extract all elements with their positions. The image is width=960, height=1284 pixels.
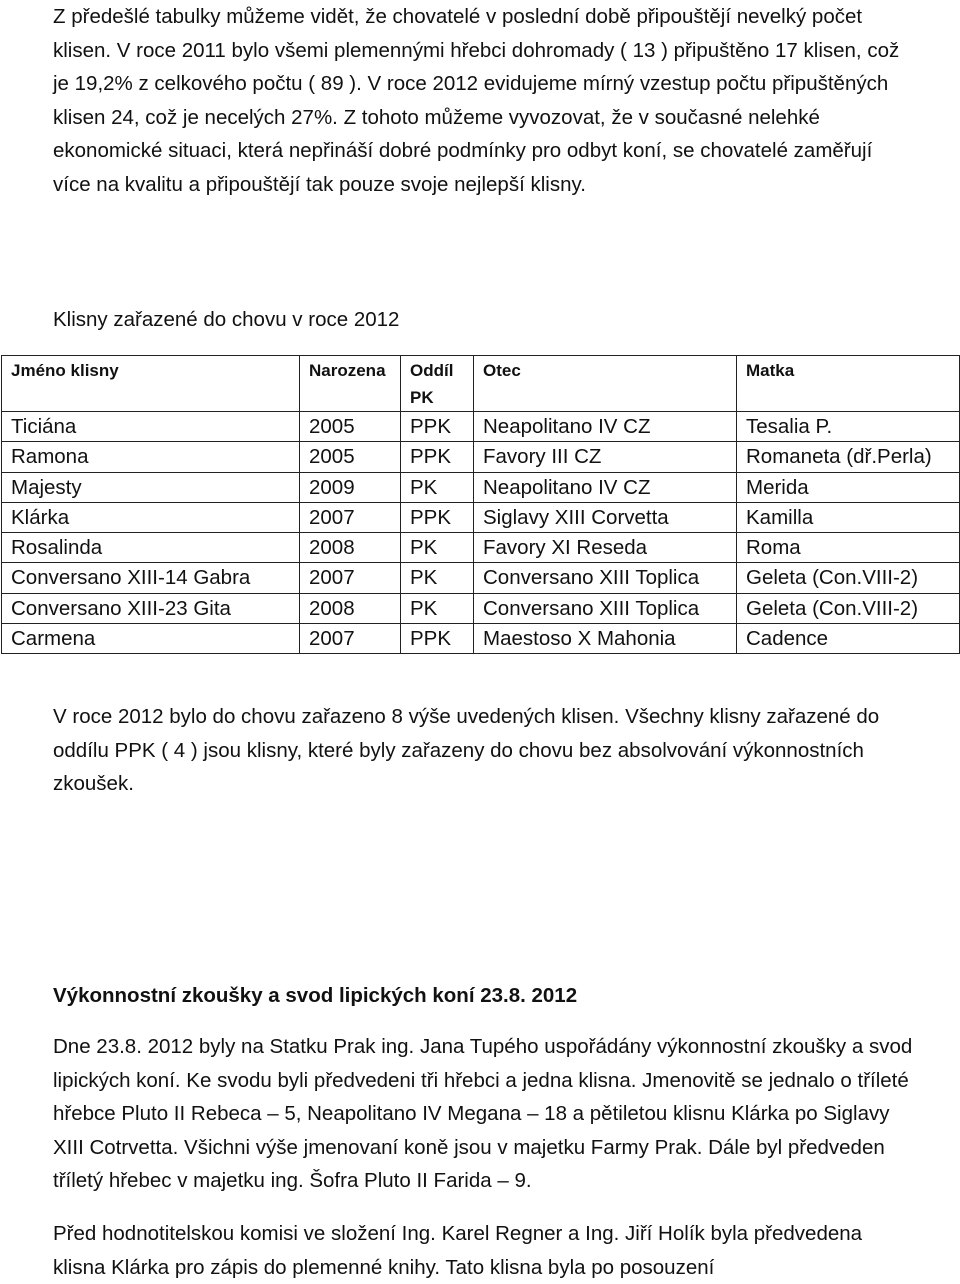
cell-name: Ticiána: [2, 412, 300, 442]
summary-paragraph: V roce 2012 bylo do chovu zařazeno 8 výše uvedených klisen. Všechny klisny zařazené do oddílu PPK ( 4 ) jsou klisny, které byly zařazeny do chovu bez absolvování výkonnostních zkoušek.: [53, 705, 880, 795]
cell-section: PK: [401, 533, 474, 563]
cell-dam: Geleta (Con.VIII-2): [737, 563, 960, 593]
cell-born: 2005: [300, 442, 401, 472]
cell-sire: Maestoso X Mahonia: [474, 624, 737, 654]
cell-born: 2007: [300, 563, 401, 593]
cell-name: Carmena: [2, 624, 300, 654]
mares-table: [1, 355, 960, 654]
table-row: [2, 624, 960, 654]
cell-section: PK: [401, 593, 474, 623]
cell-sire: Siglavy XIII Corvetta: [474, 502, 737, 532]
cell-dam: Roma: [737, 533, 960, 563]
cell-dam: Merida: [737, 472, 960, 502]
table-row: [2, 412, 960, 442]
cell-section: PPK: [401, 442, 474, 472]
cell-born: 2005: [300, 412, 401, 442]
cell-dam: Cadence: [737, 624, 960, 654]
cell-name: Conversano XIII-23 Gita: [2, 593, 300, 623]
cell-name: Majesty: [2, 472, 300, 502]
intro-paragraph: Z předešlé tabulky můžeme vidět, že chovatelé v poslední době připouštějí nevelký počet klisen. V roce 2011 bylo všemi plemennými hřebci dohromady ( 13 ) připuštěno 17 klisen, což je 19,2% z celkového počtu ( 89 ). V roce 2012 evidujeme mírný vzestup počtu připuštěných klisen 24, což je necelých 27%. Z tohoto můžeme vyvozovat, že v současné nelehké ekonomické situaci, která nepřináší dobré podmínky pro odbyt koní, se chovatelé zaměřují více na kvalitu a připouštějí tak pouze svoje nejlepší klisny.: [53, 5, 900, 196]
cell-sire: Favory III CZ: [474, 442, 737, 472]
table-row: [2, 442, 960, 472]
commission-paragraph: Před hodnotitelskou komisi ve složení Ing. Karel Regner a Ing. Jiří Holík byla předvedena klisna Klárka pro zápis do plemenné knihy. Tato klisna byla po posouzení: [53, 1222, 863, 1279]
cell-name: Ramona: [2, 442, 300, 472]
header-born: Narozena: [300, 356, 401, 412]
header-name: Jméno klisny: [2, 356, 300, 412]
cell-section: PPK: [401, 624, 474, 654]
cell-born: 2007: [300, 502, 401, 532]
header-dam: Matka: [737, 356, 960, 412]
cell-dam: Tesalia P.: [737, 412, 960, 442]
table-row: [2, 563, 960, 593]
cell-section: PPK: [401, 412, 474, 442]
cell-born: 2008: [300, 533, 401, 563]
cell-sire: Neapolitano IV CZ: [474, 412, 737, 442]
cell-born: 2007: [300, 624, 401, 654]
table-header-row: [2, 356, 960, 412]
cell-sire: Favory XI Reseda: [474, 533, 737, 563]
cell-born: 2009: [300, 472, 401, 502]
section-heading: Výkonnostní zkoušky a svod lipických koní 23.8. 2012: [53, 984, 578, 1007]
cell-born: 2008: [300, 593, 401, 623]
table-row: [2, 533, 960, 563]
table-row: [2, 472, 960, 502]
cell-name: Klárka: [2, 502, 300, 532]
header-section: Oddíl PK: [401, 356, 474, 412]
cell-sire: Conversano XIII Toplica: [474, 563, 737, 593]
table-row: [2, 502, 960, 532]
cell-dam: Kamilla: [737, 502, 960, 532]
header-sire: Otec: [474, 356, 737, 412]
cell-name: Rosalinda: [2, 533, 300, 563]
cell-section: PK: [401, 563, 474, 593]
cell-dam: Romaneta (dř.Perla): [737, 442, 960, 472]
cell-sire: Neapolitano IV CZ: [474, 472, 737, 502]
cell-section: PPK: [401, 502, 474, 532]
cell-name: Conversano XIII-14 Gabra: [2, 563, 300, 593]
table-row: [2, 593, 960, 623]
cell-dam: Geleta (Con.VIII-2): [737, 593, 960, 623]
cell-section: PK: [401, 472, 474, 502]
table-caption: Klisny zařazené do chovu v roce 2012: [53, 308, 400, 331]
event-paragraph: Dne 23.8. 2012 byly na Statku Prak ing. Jana Tupého uspořádány výkonnostní zkoušky a svod lipických koní. Ke svodu byli předvedeni tři hřebci a jedna klisna. Jmenovitě se jednalo o tříleté hřebce Pluto II Rebeca – 5, Neapolitano IV Megana – 18 a pětiletou klisnu Klárka po Siglavy XIII Cotrvetta. Všichni výše jmenovaní koně jsou v majetku Farmy Prak. Dále byl předveden tříletý hřebec v majetku ing. Šofra Pluto II Farida – 9.: [53, 1035, 913, 1192]
cell-sire: Conversano XIII Toplica: [474, 593, 737, 623]
